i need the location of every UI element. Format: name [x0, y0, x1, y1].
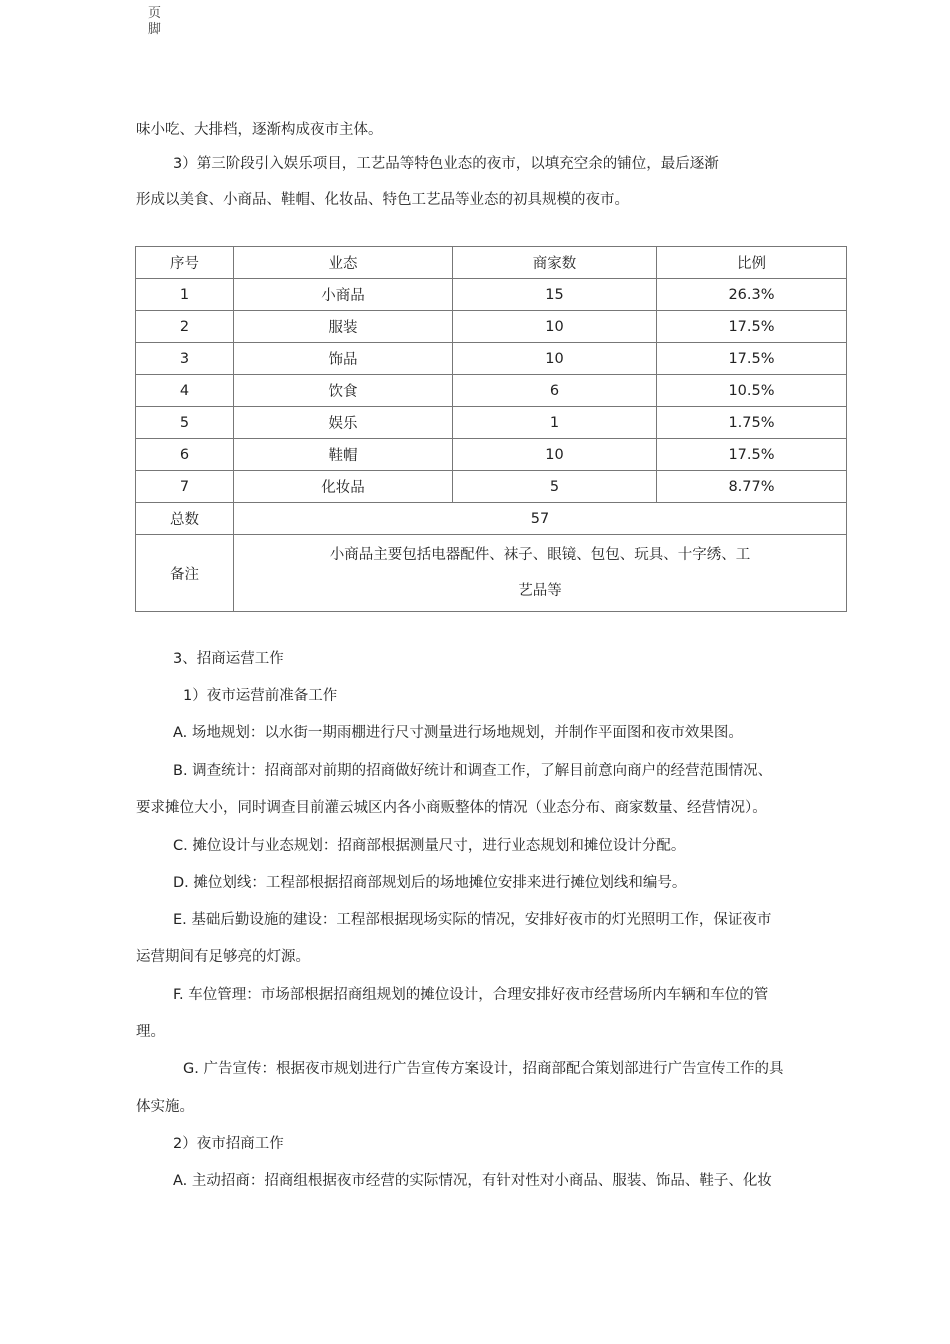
- table-cell: 2: [136, 311, 234, 343]
- paragraph-line: 运营期间有足够亮的灯源。: [136, 949, 310, 965]
- table-cell: 10: [453, 439, 657, 471]
- table-cell: 8.77%: [657, 471, 847, 503]
- table-cell: 26.3%: [657, 279, 847, 311]
- table-cell: 10: [453, 343, 657, 375]
- paragraph-line: G. 广告宣传：根据夜市规划进行广告宣传方案设计，招商部配合策划部进行广告宣传工作的具: [183, 1061, 784, 1077]
- table-cell: 17.5%: [657, 439, 847, 471]
- table-cell: 6: [453, 375, 657, 407]
- table-cell: 娱乐: [234, 407, 453, 439]
- table-cell: 3: [136, 343, 234, 375]
- table-header-row: [136, 247, 847, 279]
- header-cell: 商家数: [453, 247, 657, 279]
- table-row: [136, 279, 847, 311]
- table-total-row: [136, 503, 847, 535]
- paragraph-line: 要求摊位大小，同时调查目前灌云城区内各小商贩整体的情况（业态分布、商家数量、经营情况）。: [136, 800, 767, 816]
- table-cell: 10: [453, 311, 657, 343]
- paragraph-line: F. 车位管理：市场部根据招商组规划的摊位设计，合理安排好夜市经营场所内车辆和车位的管: [173, 987, 769, 1003]
- paragraph-line: E. 基础后勤设施的建设：工程部根据现场实际的情况，安排好夜市的灯光照明工作，保证夜市: [173, 912, 772, 928]
- paragraph-line: C. 摊位设计与业态规划：招商部根据测量尺寸，进行业态规划和摊位设计分配。: [173, 838, 686, 854]
- section-heading: 3、招商运营工作: [173, 651, 284, 667]
- table-cell: 17.5%: [657, 311, 847, 343]
- business-type-table: [135, 246, 847, 612]
- paragraph-line: 体实施。: [136, 1099, 194, 1115]
- table-cell: 1: [453, 407, 657, 439]
- table-row: [136, 407, 847, 439]
- subsection-heading: 1）夜市运营前准备工作: [183, 688, 338, 704]
- table-row: [136, 311, 847, 343]
- note-cell: [234, 535, 847, 612]
- paragraph-line: B. 调查统计：招商部对前期的招商做好统计和调查工作，了解目前意向商户的经营范围情况、: [173, 763, 773, 779]
- table-cell: 17.5%: [657, 343, 847, 375]
- paragraph-line: D. 摊位划线：工程部根据招商部规划后的场地摊位安排来进行摊位划线和编号。: [173, 875, 687, 891]
- paragraph-line: 味小吃、大排档，逐渐构成夜市主体。: [136, 122, 383, 138]
- paragraph-line: 3）第三阶段引入娱乐项目，工艺品等特色业态的夜市，以填充空余的铺位，最后逐渐: [173, 156, 719, 172]
- table-cell: 鞋帽: [234, 439, 453, 471]
- note-label: 备注: [136, 535, 234, 612]
- table-cell: 1.75%: [657, 407, 847, 439]
- header-cell: 比例: [657, 247, 847, 279]
- table-cell: 10.5%: [657, 375, 847, 407]
- paragraph-line: 理。: [136, 1024, 165, 1040]
- table-cell: 4: [136, 375, 234, 407]
- page-header-label: 页脚: [148, 6, 162, 37]
- table-cell: 服装: [234, 311, 453, 343]
- paragraph-line: 形成以美食、小商品、鞋帽、化妆品、特色工艺品等业态的初具规模的夜市。: [136, 192, 629, 208]
- table-cell: 1: [136, 279, 234, 311]
- table-cell: 6: [136, 439, 234, 471]
- total-value: 57: [234, 503, 847, 535]
- table-cell: 5: [453, 471, 657, 503]
- table-note-row: [136, 535, 847, 612]
- table-row: [136, 343, 847, 375]
- table-cell: 饰品: [234, 343, 453, 375]
- header-cell: 序号: [136, 247, 234, 279]
- note-value: 小商品主要包括电器配件、袜子、眼镜、包包、玩具、十字绣、工艺品等: [329, 547, 751, 599]
- total-label: 总数: [136, 503, 234, 535]
- table-cell: 小商品: [234, 279, 453, 311]
- paragraph-line: A. 主动招商：招商组根据夜市经营的实际情况，有针对性对小商品、服装、饰品、鞋子、化妆: [173, 1173, 772, 1189]
- table-cell: 7: [136, 471, 234, 503]
- table-cell: 5: [136, 407, 234, 439]
- paragraph-line: A. 场地规划：以水街一期雨棚进行尺寸测量进行场地规划，并制作平面图和夜市效果图。: [173, 725, 743, 741]
- table-row: [136, 375, 847, 407]
- subsection-heading: 2）夜市招商工作: [173, 1136, 284, 1152]
- table-cell: 化妆品: [234, 471, 453, 503]
- table-cell: 饮食: [234, 375, 453, 407]
- table-cell: 15: [453, 279, 657, 311]
- table-row: [136, 439, 847, 471]
- header-cell: 业态: [234, 247, 453, 279]
- table-row: [136, 471, 847, 503]
